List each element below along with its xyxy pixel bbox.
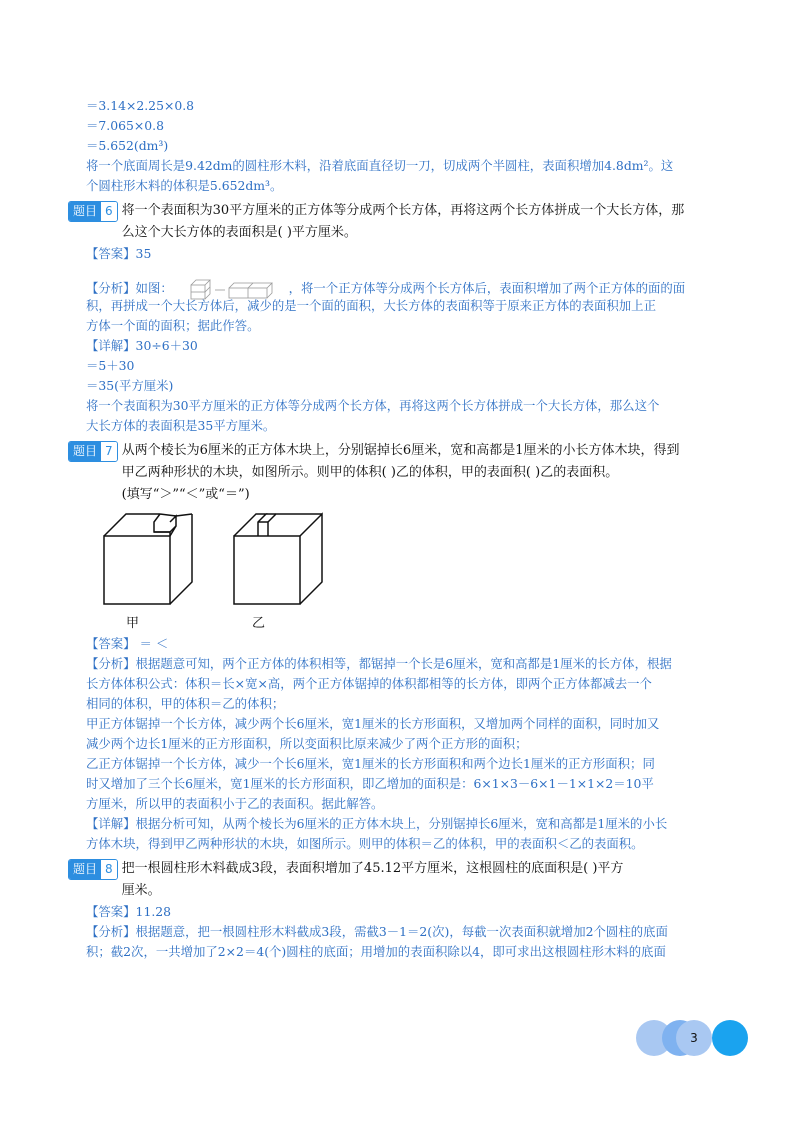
question-text: 甲乙两种形状的木块，如图所示。则甲的体积( )乙的体积，甲的表面积( )乙的表面积。 xyxy=(121,465,619,480)
question-text: 么这个大长方体的表面积是( )平方厘米。 xyxy=(121,225,357,240)
detail-line: 方体木块，得到甲乙两种形状的木块，如图所示。则甲的体积＝乙的体积，甲的表面积＜乙的表面积。 xyxy=(86,836,644,851)
question-text: 将一个表面积为30平方厘米的正方体等分成两个长方体，再将这两个长方体拼成一个大长方体，那 xyxy=(121,203,685,218)
page-content xyxy=(73,96,736,962)
conclusion-line: 个圆柱形木料的体积是5.652dm³。 xyxy=(86,178,283,193)
analysis-line: 乙正方体锯掉一个长方体，减少一个长6厘米，宽1厘米的长方形面积和两个边长1厘米的正方形面积；同 xyxy=(86,756,655,771)
conclusion-line: 将一个底面周长是9.42dm的圆柱形木料，沿着底面直径切一刀，切成两个半圆柱，表面积增加4.8dm²。这 xyxy=(86,158,674,173)
solution-line: ＝5.652(dm³) xyxy=(86,138,169,153)
question-tag: 题目 7 xyxy=(68,441,118,462)
question-text: (填写“＞”“＜”或“＝”) xyxy=(121,487,250,502)
answer: 【答案】11.28 xyxy=(86,904,172,919)
question-tag: 题目 8 xyxy=(68,859,118,880)
question-7 xyxy=(73,440,736,506)
analysis-line: 时又增加了三个长6厘米，宽1厘米的长方形面积，即乙增加的面积是：6×1×3－6×1－1×1×2＝10平 xyxy=(86,776,654,791)
analysis-line: 【分析】如图： ，将一个正方体等分成两个长方体后，表面积增加了两个正方体的面的面 xyxy=(86,276,736,296)
answer: 【答案】35 xyxy=(86,246,152,261)
figure-label-jia: 甲 xyxy=(126,616,140,631)
analysis-line: 积；截2次，一共增加了2×2＝4(个)圆柱的底面；用增加的表面积除以4，即可求出这根圆柱形木料的底面 xyxy=(86,944,666,959)
solution-line: ＝7.065×0.8 xyxy=(86,118,164,133)
question-text: 从两个棱长为6厘米的正方体木块上，分别锯掉长6厘米，宽和高都是1厘米的小长方体木块，得到 xyxy=(121,443,680,458)
cube-figures xyxy=(86,512,736,631)
analysis-line: 【分析】根据题意，把一根圆柱形木料截成3段，需截3－1＝2(次)，每截一次表面积就增加2个圆柱的底面 xyxy=(86,924,668,939)
question-text: 厘米。 xyxy=(121,883,161,898)
cube-yi-figure xyxy=(232,512,328,608)
solution-line: ＝3.14×2.25×0.8 xyxy=(86,98,195,113)
analysis-line: 方体一个面的面积；据此作答。 xyxy=(86,318,260,333)
analysis-line: 减少两个边长1厘米的正方形面积，所以变面积比原来减少了两个正方形的面积； xyxy=(86,736,528,751)
detail-line: 【详解】30÷6＋30 xyxy=(86,338,198,353)
detail-line: 大长方体的表面积是35平方厘米。 xyxy=(86,418,276,433)
question-tag: 题目 6 xyxy=(68,201,118,222)
analysis-line: 相同的体积，甲的体积＝乙的体积； xyxy=(86,696,285,711)
analysis-line: 方厘米，所以甲的表面积小于乙的表面积。据此解答。 xyxy=(86,796,384,811)
detail-line: ＝35(平方厘米) xyxy=(86,378,174,393)
figure-label-yi: 乙 xyxy=(252,616,266,631)
cube-jia-figure xyxy=(102,512,198,608)
page-number: 3 xyxy=(676,1020,712,1056)
question-6 xyxy=(73,200,736,244)
analysis-line: 甲正方体锯掉一个长方体，减少两个长6厘米，宽1厘米的长方形面积，又增加两个同样的面积，同时加又 xyxy=(86,716,660,731)
question-8 xyxy=(73,858,736,902)
detail-line: 【详解】根据分析可知，从两个棱长为6厘米的正方体木块上，分别锯掉长6厘米，宽和高都是1厘米的小长 xyxy=(86,816,668,831)
detail-line: 将一个表面积为30平方厘米的正方体等分成两个长方体，再将这两个长方体拼成一个大长方体，那么这个 xyxy=(86,398,660,413)
question-text: 把一根圆柱形木料截成3段，表面积增加了45.12平方厘米，这根圆柱的底面积是( )平方 xyxy=(121,861,624,876)
analysis-line: 长方体体积公式：体积＝长×宽×高，两个正方体锯掉的体积都相等的长方体，即两个正方体都减去一个 xyxy=(86,676,652,691)
answer: 【答案】 ＝ ＜ xyxy=(86,636,169,651)
circle-main-icon xyxy=(712,1020,748,1056)
analysis-line: 积，再拼成一个大长方体后，减少的是一个面的面积，大长方体的表面积等于原来正方体的表面积加上正 xyxy=(86,298,656,313)
detail-line: ＝5＋30 xyxy=(86,358,135,373)
analysis-line: 【分析】根据题意可知，两个正方体的体积相等，都锯掉一个长是6厘米，宽和高都是1厘米的长方体，根据 xyxy=(86,656,672,671)
